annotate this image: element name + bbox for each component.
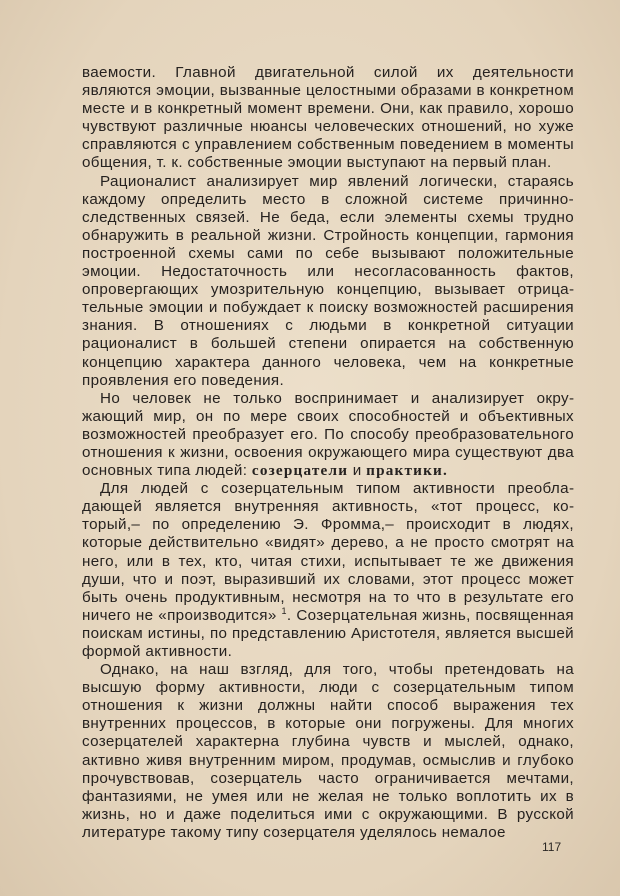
conjunction-and: и — [348, 462, 367, 480]
paragraph-3-text: Но человек не только воспринимает и анализирует окружающий мир, он по мере своих способностей и объективных возможностей преобразует его. По способу преобразовательного отношения к жизни, освоения окружающего мира существуют два основных типа людей: — [82, 389, 574, 480]
body-text — [82, 64, 574, 842]
paragraph-4-quote: Для людей с созерцательным типом активности преобладающей является внутренняя активность, «тот процесс, который,– по определению Э. Фромма,– происходит в людях, которые действительно «видят» дерево, а не просто смотрят на него, или в тех, кто, читая стихи, испытывает те же движения души, что и поэт, выразивший их словами, этот процесс может быть очень продуктивным, несмотря на то что в результате его ничего не «производится» — [82, 480, 574, 624]
paragraph-4-text: . Созерцательная жизнь, посвященная поискам истины, по представлению Аристотеля, является высшей формой активности. — [82, 606, 574, 660]
paragraph-5: Однако, на наш взгляд, для того, чтобы претендовать на высшую форму активности, люди с созерцательным типом отношения к жизни должны найти способ выражения тех внутренних процессов, в которые они погружены. Для многих созерцателей характерна глубина чувств и мыслей, однако, активно живя внутренним миром, продумав, осмыслив и глубоко прочувствовав, созерцатель часто ограничивается мечтами, фантазиями, не умея или не желая не только воплотить их в жизнь, но и даже поделиться ими с окружающими. В русской литературе такому типу созерцателя уделялось немалое — [82, 661, 574, 841]
page-number: 117 — [542, 840, 562, 854]
footnote-marker: 1 — [281, 605, 287, 616]
term-contemplators: созерцатели — [251, 462, 349, 480]
paragraph-4 — [82, 480, 574, 661]
term-practitioners: практики. — [366, 462, 448, 480]
paragraph-3 — [82, 390, 574, 480]
paragraph-2: Рационалист анализирует мир явлений логически, стараясь каждому определить место в сложной системе причинно-следственных связей. Не беда, если элементы схемы трудно обнаружить в реальной жизни. Стройность концепции, гармония построенной схемы сами по себе вызывают положительные эмоции. Недостаточность или несогласованность фактов, опровергающих умозрительную концепцию, вызывает отрицательные эмоции и побуждает к поиску возможностей расширения знания. В отношениях с людьми в конкретной ситуации рационалист в большей степени опирается на собственную концепцию характера данного человека, чем на конкретные проявления его поведения. — [82, 172, 574, 389]
paragraph-1: ваемости. Главной двигательной силой их деятельности являются эмоции, вызванные целостными образами в конкретном месте и в конкретный момент времени. Они, как правило, хорошо чувствуют различные нюансы человеческих отношений, но хуже справляются с управлением собственным поведением в моменты общения, т. к. собственные эмоции выступают на первый план. — [82, 64, 574, 172]
